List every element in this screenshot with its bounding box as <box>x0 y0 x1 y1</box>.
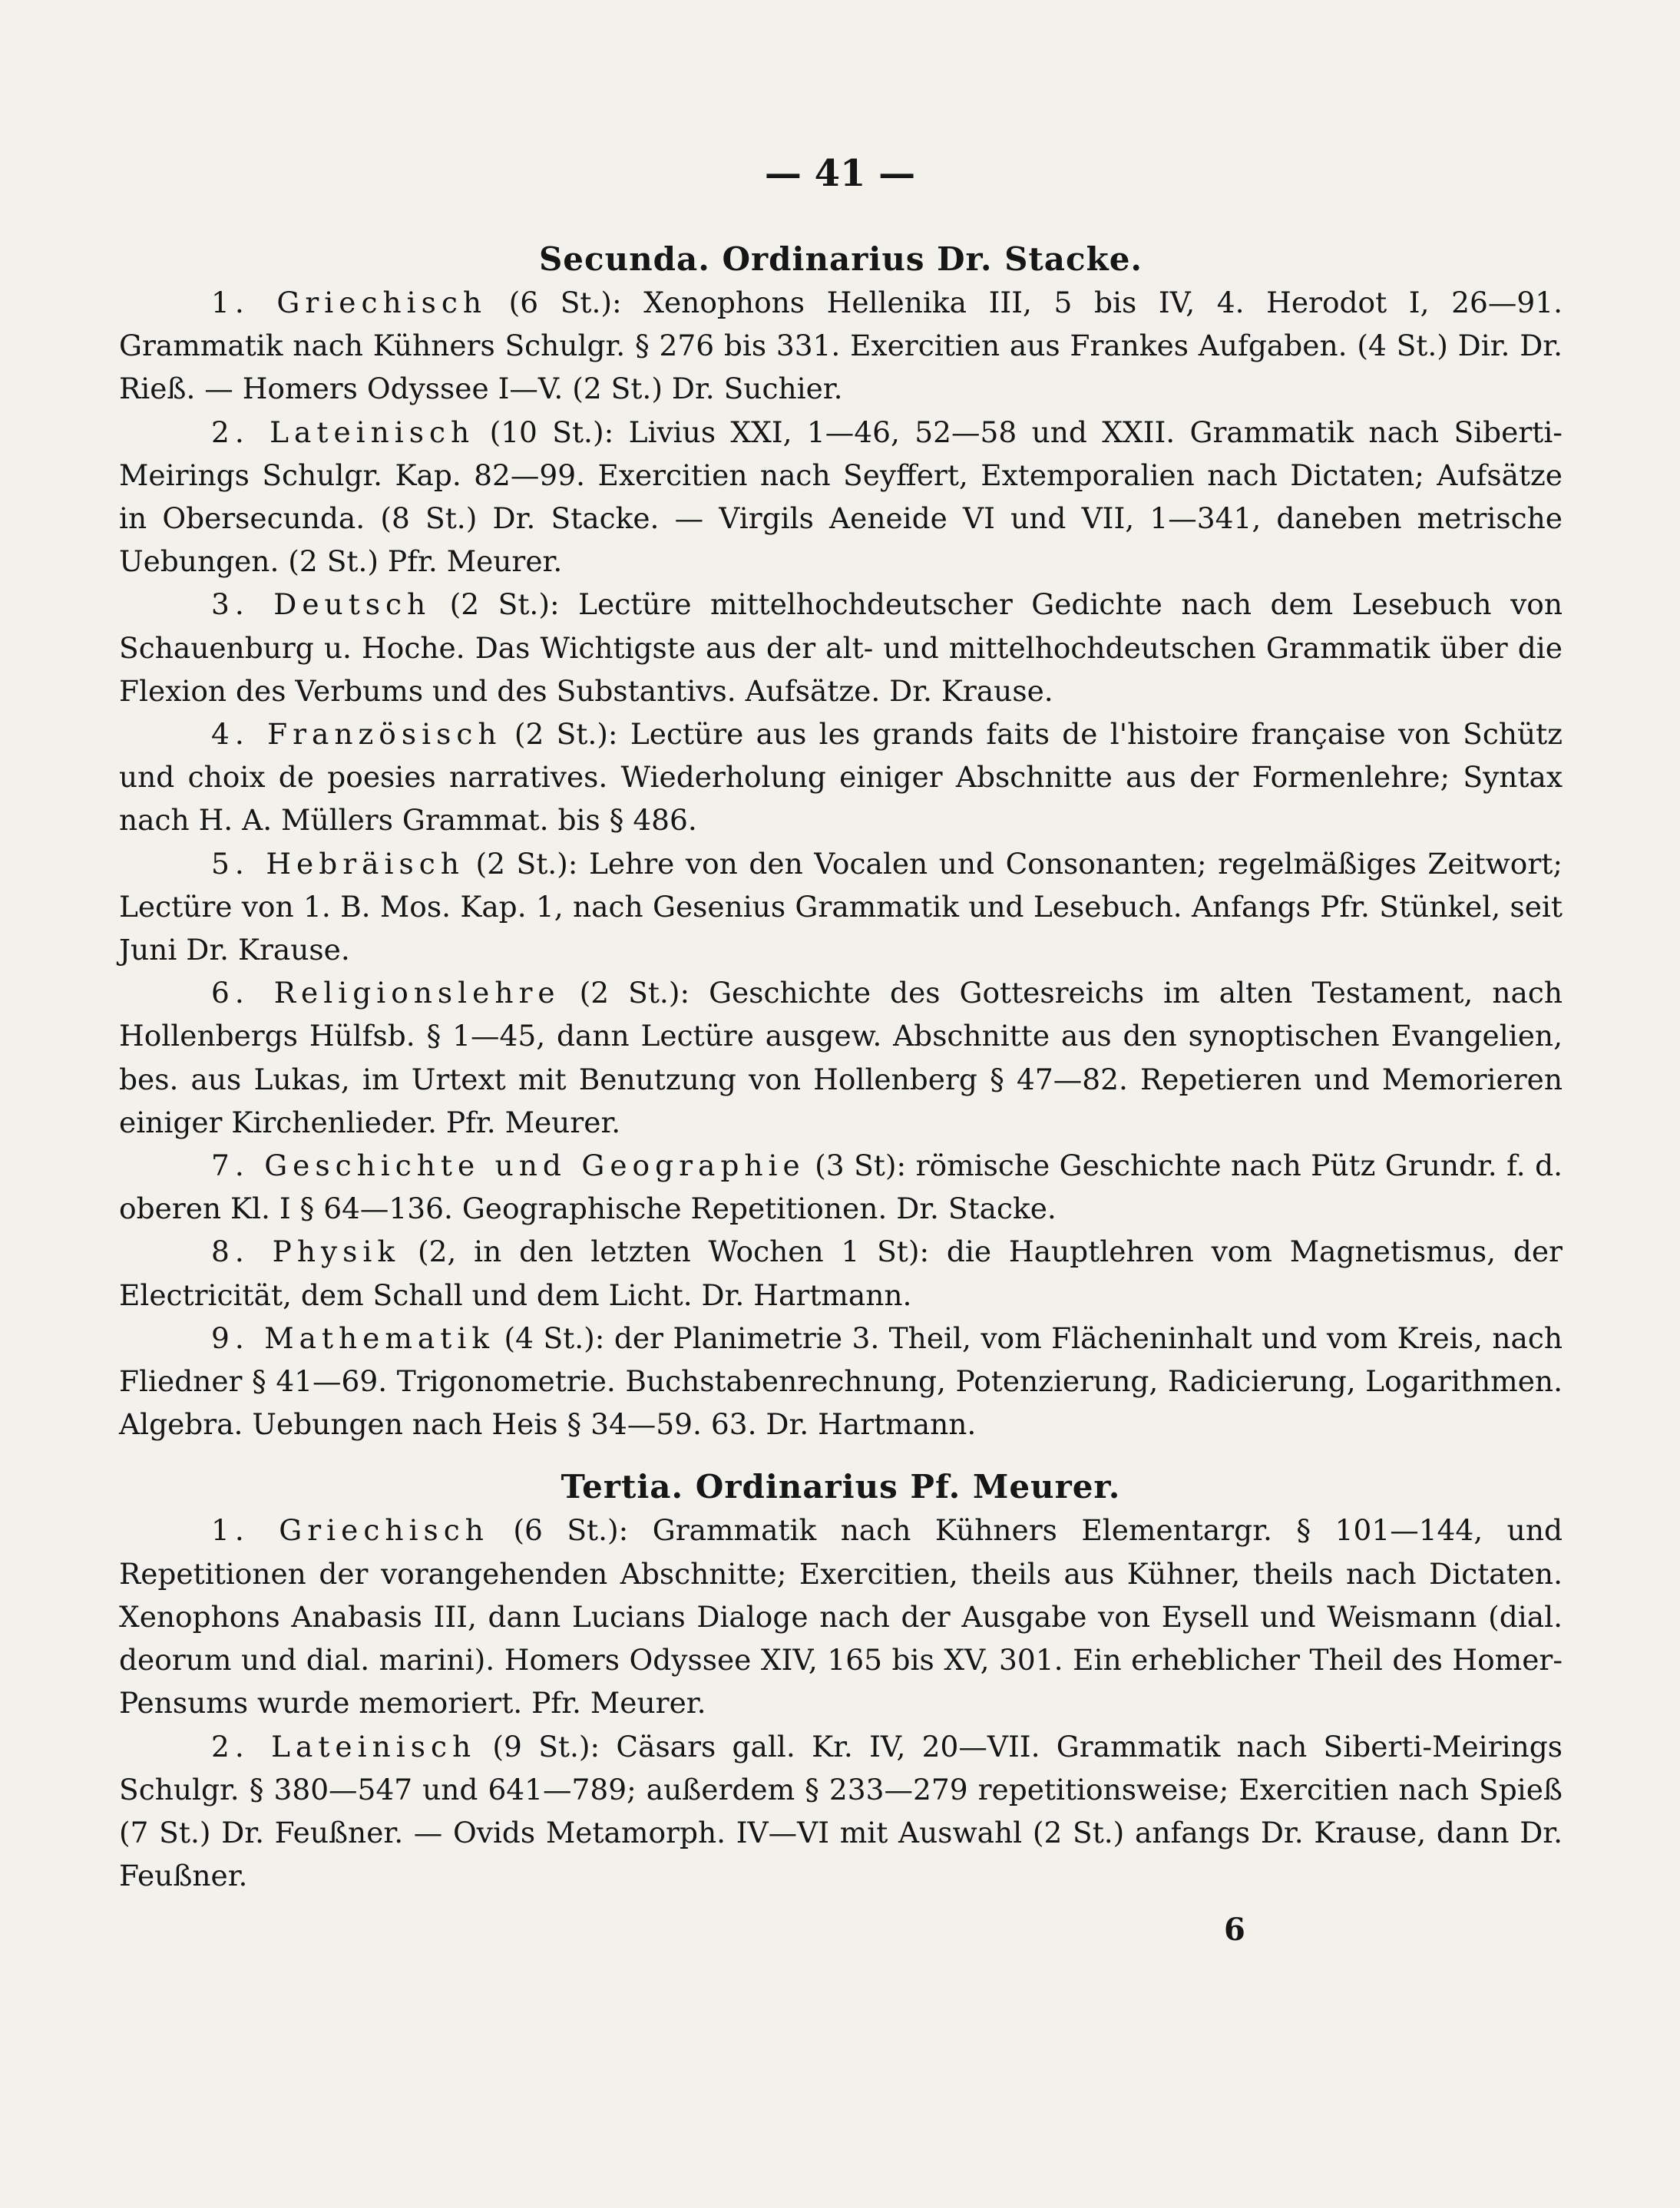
item-text: (2 St.): Lectüre mittelhochdeutscher Gedichte nach dem Lesebuch von Schauenburg u. Hoche. Das Wichtigste aus der alt- und mittelhochdeutschen Grammatik über die Flexion des Verbums und des Substantivs. Aufsätze. Dr. Krause. <box>119 587 1563 708</box>
item-text: (2, in den letzten Wochen 1 St): die Hauptlehren vom Magnetismus, der Electricität, dem Schall und dem Licht. Dr. Hartmann. <box>119 1235 1563 1312</box>
tertia-item-griechisch <box>119 1509 1563 1724</box>
subject-label: 8. Physik <box>211 1235 401 1269</box>
item-text: (10 St.): Livius XXI, 1—46, 52—58 und XXII. Grammatik nach Siberti-Meirings Schulgr. Kap. 82—99. Exercitien nach Seyffert, Extemporalien nach Dictaten; Aufsätze in Obersecunda. (8 St.) Dr. Stacke. — Virgils Aeneide VI und VII, 1—341, daneben metrische Uebungen. (2 St.) Pfr. Meurer. <box>119 415 1563 579</box>
item-text: (6 St.): Grammatik nach Kühners Elementargr. § 101—144, und Repetitionen der vorangehenden Abschnitte; Exercitien, theils aus Kühner, theils nach Dictaten. Xenophons Anabasis III, dann Lucians Dialoge nach der Ausgabe von Eysell und Weismann (dial. deorum und dial. marini). Homers Odyssee XIV, 165 bis XV, 301. Ein erheblicher Theil des Homer-Pensums wurde memoriert. Pfr. Meurer. <box>119 1513 1563 1720</box>
tertia-item-lateinisch <box>119 1725 1563 1898</box>
subject-label: 7. Geschichte und Geographie <box>211 1149 805 1183</box>
subject-label: 3. Deutsch <box>211 587 432 622</box>
item-text: (3 St): römische Geschichte nach Pütz Grundr. f. d. oberen Kl. I § 64—136. Geographische Repetitionen. Dr. Stacke. <box>119 1149 1563 1226</box>
secunda-item-griechisch <box>119 281 1563 411</box>
page-number: — 41 — <box>764 152 916 195</box>
sheet-signature-number: 6 <box>1224 1912 1245 1948</box>
item-text: (4 St.): der Planimetrie 3. Theil, vom Flächeninhalt und vom Kreis, nach Fliedner § 41—69. Trigonometrie. Buchstabenrechnung, Potenzierung, Radicierung, Logarithmen. Algebra. Uebungen nach Heis § 34—59. 63. Dr. Hartmann. <box>119 1321 1563 1442</box>
secunda-item-deutsch <box>119 583 1563 712</box>
item-text: (6 St.): Xenophons Hellenika III, 5 bis IV, 4. Herodot I, 26—91. Grammatik nach Kühners Schulgr. § 276 bis 331. Exercitien aus Frankes Aufgaben. (4 St.) Dir. Dr. Rieß. — Homers Odyssee I—V. (2 St.) Dr. Suchier. <box>119 286 1563 406</box>
subject-label: 4. Französisch <box>211 717 502 752</box>
page-content <box>119 238 1563 1897</box>
secunda-item-religionslehre <box>119 971 1563 1144</box>
tertia-heading: Tertia. Ordinarius Pf. Meurer. <box>561 1468 1121 1506</box>
subject-label: 1. Griechisch <box>211 1513 489 1548</box>
subject-label: 2. Lateinisch <box>211 415 475 449</box>
item-text: (9 St.): Cäsars gall. Kr. IV, 20—VII. Grammatik nach Siberti-Meirings Schulgr. § 380—547 und 641—789; außerdem § 233—279 repetitionsweise; Exercitien nach Spieß (7 St.) Dr. Feußner. — Ovids Metamorph. IV—VI mit Auswahl (2 St.) anfangs Dr. Krause, dann Dr. Feußner. <box>119 1729 1563 1893</box>
secunda-item-mathematik <box>119 1317 1563 1446</box>
subject-label: 2. Lateinisch <box>211 1729 477 1763</box>
secunda-item-franzoesisch <box>119 712 1563 842</box>
secunda-item-lateinisch <box>119 411 1563 583</box>
item-text: (2 St.): Geschichte des Gottesreichs im alten Testament, nach Hollenbergs Hülfsb. § 1—45, dann Lectüre ausgew. Abschnitte aus den synoptischen Evangelien, bes. aus Lukas, im Urtext mit Benutzung von Hollenberg § 47—82. Repetieren und Memorieren einiger Kirchenlieder. Pfr. Meurer. <box>119 976 1563 1139</box>
item-text: (2 St.): Lehre von den Vocalen und Consonanten; regelmäßiges Zeitwort; Lectüre von 1. B. Mos. Kap. 1, nach Gesenius Grammatik und Lesebuch. Anfangs Pfr. Stünkel, seit Juni Dr. Krause. <box>119 846 1563 967</box>
subject-label: 6. Religionslehre <box>211 976 561 1010</box>
subject-label: 5. Hebräisch <box>211 846 465 881</box>
subject-label: 1. Griechisch <box>211 286 488 319</box>
secunda-item-physik <box>119 1230 1563 1316</box>
subject-label: 9. Mathematik <box>211 1321 495 1355</box>
secunda-heading: Secunda. Ordinarius Dr. Stacke. <box>538 240 1143 278</box>
secunda-item-hebraeisch <box>119 842 1563 972</box>
secunda-item-geschichte <box>119 1144 1563 1230</box>
item-text: (2 St.): Lectüre aus les grands faits de l'histoire française von Schütz und choix de poesies narratives. Wiederholung einiger Abschnitte aus der Formenlehre; Syntax nach H. A. Müllers Grammat. bis § 486. <box>119 717 1563 838</box>
